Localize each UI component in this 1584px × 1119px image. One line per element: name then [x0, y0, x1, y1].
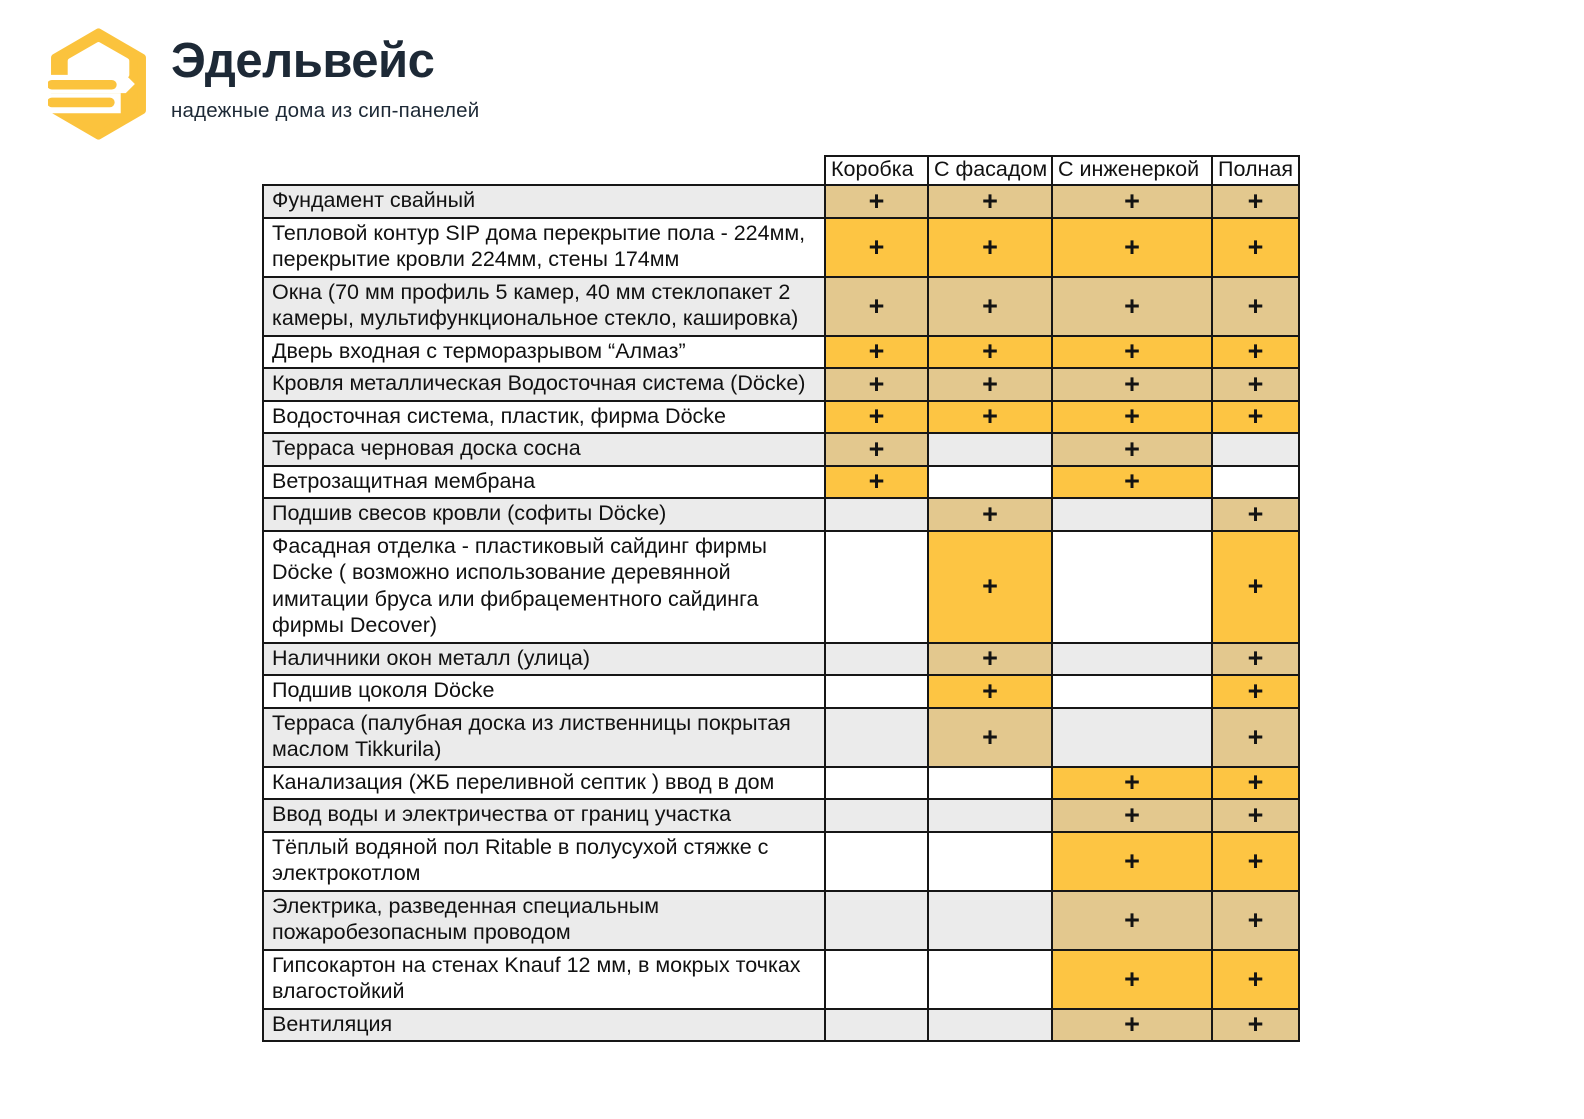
brand-header	[48, 28, 479, 140]
empty-cell	[825, 643, 928, 676]
included-plus-cell: +	[825, 185, 928, 218]
included-plus-cell: +	[1212, 218, 1299, 277]
included-plus-cell: +	[1212, 643, 1299, 676]
row-label: Терраса (палубная доска из лиственницы покрытая маслом Tikkurila)	[263, 708, 825, 767]
included-plus-cell: +	[1212, 185, 1299, 218]
empty-cell	[825, 799, 928, 832]
included-plus-cell: +	[928, 277, 1052, 336]
included-plus-cell: +	[1052, 767, 1212, 800]
included-plus-cell: +	[1052, 433, 1212, 466]
row-label: Ветрозащитная мембрана	[263, 466, 825, 499]
empty-cell	[1052, 708, 1212, 767]
brand-tagline: надежные дома из сип-панелей	[171, 99, 480, 123]
table-row	[263, 950, 1299, 1009]
table-header-row	[263, 156, 1299, 185]
included-plus-cell: +	[1212, 832, 1299, 891]
empty-cell	[928, 466, 1052, 499]
included-plus-cell: +	[825, 218, 928, 277]
row-label: Водосточная система, пластик, фирма Döcke	[263, 401, 825, 434]
table-row	[263, 466, 1299, 499]
included-plus-cell: +	[1052, 185, 1212, 218]
included-plus-cell: +	[1052, 218, 1212, 277]
row-label: Фасадная отделка - пластиковый сайдинг фирмы Döcke ( возможно использование деревянной имитации бруса или фибрацементного сайдинга фирмы Decover)	[263, 531, 825, 643]
table-row	[263, 891, 1299, 950]
included-plus-cell: +	[825, 368, 928, 401]
empty-cell	[825, 1009, 928, 1042]
table-row	[263, 368, 1299, 401]
included-plus-cell: +	[1212, 336, 1299, 369]
table-row	[263, 531, 1299, 643]
empty-cell	[825, 708, 928, 767]
row-label: Подшив цоколя Döcke	[263, 675, 825, 708]
table-row	[263, 799, 1299, 832]
column-header-polnaya: Полная	[1212, 156, 1299, 185]
row-label: Тепловой контур SIP дома перекрытие пола - 224мм, перекрытие кровли 224мм, стены 174мм	[263, 218, 825, 277]
row-label: Гипсокартон на стенах Knauf 12 мм, в мокрых точках влагостойкий	[263, 950, 825, 1009]
included-plus-cell: +	[1212, 368, 1299, 401]
table-row	[263, 675, 1299, 708]
included-plus-cell: +	[1212, 767, 1299, 800]
included-plus-cell: +	[1212, 950, 1299, 1009]
included-plus-cell: +	[1052, 799, 1212, 832]
brand-name: Эдельвейс	[171, 34, 435, 88]
row-label: Тёплый водяной пол Ritable в полусухой стяжке с электрокотлом	[263, 832, 825, 891]
row-label: Электрика, разведенная специальным пожаробезопасным проводом	[263, 891, 825, 950]
included-plus-cell: +	[1212, 498, 1299, 531]
empty-cell	[825, 675, 928, 708]
empty-cell	[1052, 498, 1212, 531]
row-label: Дверь входная с терморазрывом “Алмаз”	[263, 336, 825, 369]
included-plus-cell: +	[928, 643, 1052, 676]
included-plus-cell: +	[1212, 708, 1299, 767]
row-label: Окна (70 мм профиль 5 камер, 40 мм стеклопакет 2 камеры, мультифункциональное стекло, кашировка)	[263, 277, 825, 336]
empty-cell	[928, 767, 1052, 800]
included-plus-cell: +	[1052, 277, 1212, 336]
included-plus-cell: +	[1052, 368, 1212, 401]
empty-cell	[825, 498, 928, 531]
included-plus-cell: +	[1212, 799, 1299, 832]
empty-cell	[825, 531, 928, 643]
table-row	[263, 433, 1299, 466]
empty-cell	[928, 832, 1052, 891]
row-label: Наличники окон металл (улица)	[263, 643, 825, 676]
column-header-s-inzhenerkoy: С инженеркой	[1052, 156, 1212, 185]
row-label: Терраса черновая доска сосна	[263, 433, 825, 466]
row-label: Кровля металлическая Водосточная система (Döcke)	[263, 368, 825, 401]
empty-cell	[1052, 675, 1212, 708]
table-row	[263, 336, 1299, 369]
packages-table-container	[262, 155, 1300, 1042]
included-plus-cell: +	[928, 336, 1052, 369]
included-plus-cell: +	[1052, 891, 1212, 950]
included-plus-cell: +	[825, 433, 928, 466]
included-plus-cell: +	[928, 218, 1052, 277]
table-row	[263, 277, 1299, 336]
table-row	[263, 832, 1299, 891]
included-plus-cell: +	[825, 336, 928, 369]
row-label: Ввод воды и электричества от границ участка	[263, 799, 825, 832]
included-plus-cell: +	[928, 368, 1052, 401]
row-label: Фундамент свайный	[263, 185, 825, 218]
included-plus-cell: +	[1052, 401, 1212, 434]
empty-cell	[928, 891, 1052, 950]
included-plus-cell: +	[1212, 401, 1299, 434]
header-spacer-cell	[263, 156, 825, 185]
included-plus-cell: +	[928, 675, 1052, 708]
included-plus-cell: +	[1212, 277, 1299, 336]
included-plus-cell: +	[1052, 832, 1212, 891]
table-row	[263, 498, 1299, 531]
column-header-korobka: Коробка	[825, 156, 928, 185]
included-plus-cell: +	[928, 708, 1052, 767]
included-plus-cell: +	[1052, 1009, 1212, 1042]
empty-cell	[825, 767, 928, 800]
included-plus-cell: +	[928, 185, 1052, 218]
included-plus-cell: +	[928, 401, 1052, 434]
included-plus-cell: +	[928, 498, 1052, 531]
included-plus-cell: +	[825, 277, 928, 336]
empty-cell	[825, 950, 928, 1009]
table-row	[263, 767, 1299, 800]
empty-cell	[928, 799, 1052, 832]
included-plus-cell: +	[1052, 336, 1212, 369]
table-row	[263, 401, 1299, 434]
packages-table	[262, 155, 1300, 1042]
empty-cell	[1052, 531, 1212, 643]
included-plus-cell: +	[1052, 950, 1212, 1009]
included-plus-cell: +	[825, 466, 928, 499]
empty-cell	[1052, 643, 1212, 676]
included-plus-cell: +	[1212, 891, 1299, 950]
included-plus-cell: +	[928, 531, 1052, 643]
included-plus-cell: +	[825, 401, 928, 434]
empty-cell	[1212, 433, 1299, 466]
empty-cell	[825, 832, 928, 891]
table-row	[263, 185, 1299, 218]
column-header-s-fasadom: С фасадом	[928, 156, 1052, 185]
included-plus-cell: +	[1212, 675, 1299, 708]
row-label: Вентиляция	[263, 1009, 825, 1042]
empty-cell	[1212, 466, 1299, 499]
table-row	[263, 643, 1299, 676]
row-label: Канализация (ЖБ переливной септик ) ввод в дом	[263, 767, 825, 800]
brand-text-block	[171, 28, 479, 123]
empty-cell	[928, 1009, 1052, 1042]
empty-cell	[928, 950, 1052, 1009]
packages-table-body	[263, 185, 1299, 1041]
row-label: Подшив свесов кровли (софиты Döcke)	[263, 498, 825, 531]
table-row	[263, 1009, 1299, 1042]
table-row	[263, 218, 1299, 277]
table-row	[263, 708, 1299, 767]
brand-logo-icon	[48, 28, 149, 140]
included-plus-cell: +	[1052, 466, 1212, 499]
empty-cell	[928, 433, 1052, 466]
included-plus-cell: +	[1212, 1009, 1299, 1042]
included-plus-cell: +	[1212, 531, 1299, 643]
empty-cell	[825, 891, 928, 950]
